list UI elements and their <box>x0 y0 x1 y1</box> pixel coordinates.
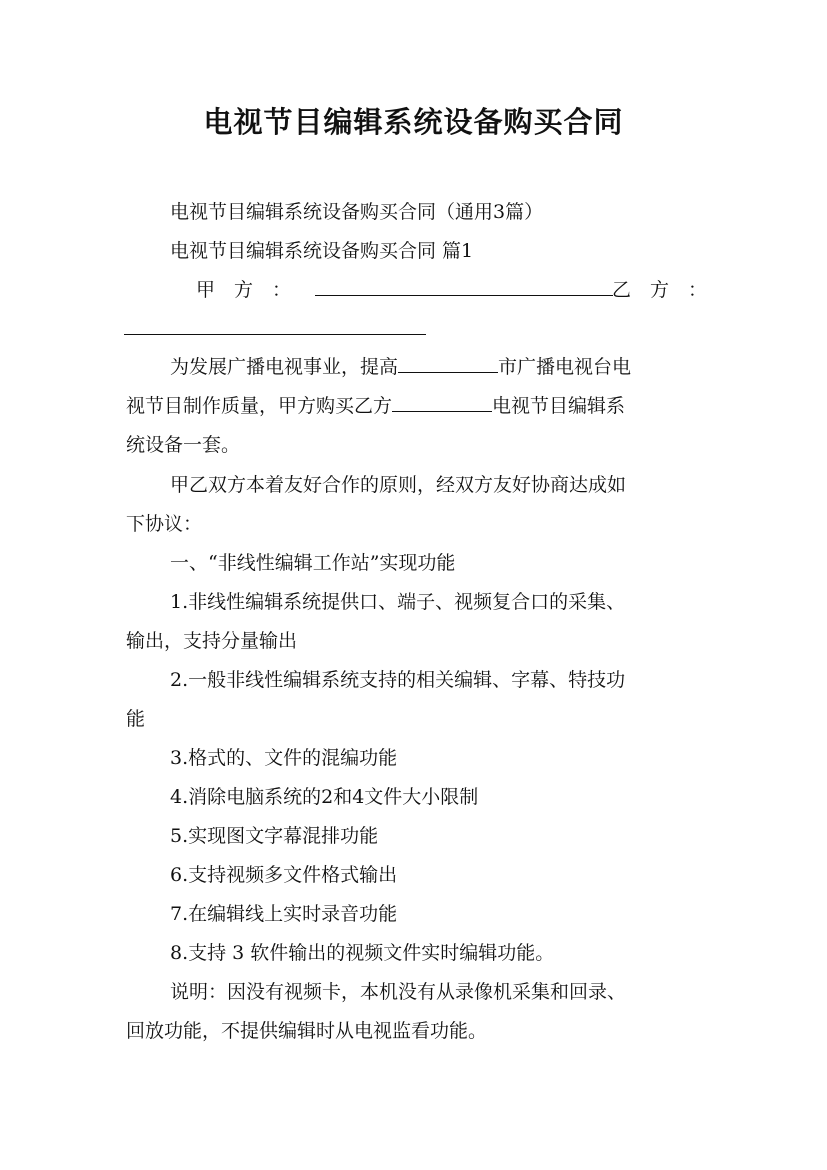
note-line-2: 回放功能，不提供编辑时从电视监看功能。 <box>126 1020 488 1042</box>
party-a-blank <box>315 277 613 296</box>
paragraph-2-line-1: 甲乙双方本着友好合作的原则，经双方友好协商达成如 <box>170 474 627 496</box>
item-8: 8.支持 3 软件输出的视频文件实时编辑功能。 <box>170 942 555 964</box>
party-b-row <box>124 316 426 342</box>
item-heading: 一、“非线性编辑工作站”实现功能 <box>170 552 456 574</box>
city-blank <box>398 354 498 373</box>
party-a-label: 甲 方 ： <box>196 279 292 301</box>
paragraph-1-line-3: 统设备一套。 <box>126 434 241 456</box>
para1-l2-text-b: 电视节目编辑系 <box>492 395 626 417</box>
paragraph-2-line-2: 下协议： <box>126 513 203 535</box>
para1-l2-text-a: 视节目制作质量，甲方购买乙方 <box>126 395 393 417</box>
item-6: 6.支持视频多文件格式输出 <box>170 864 398 886</box>
item-1-line-1: 1.非线性编辑系统提供口、端子、视频复合口的采集、 <box>170 591 626 613</box>
item-2-line-2: 能 <box>126 708 146 730</box>
note-line-1: 说明：因没有视频卡，本机没有从录像机采集和回录、 <box>170 981 627 1003</box>
item-2-line-1: 2.一般非线性编辑系统支持的相关编辑、字幕、特技功 <box>170 669 626 691</box>
supplier-blank <box>392 393 492 412</box>
para1-text-b: 市广播电视台电 <box>498 356 632 378</box>
party-b-blank <box>124 316 426 335</box>
item-4: 4.消除电脑系统的2和4文件大小限制 <box>170 786 479 808</box>
document-subtitle: 电视节目编辑系统设备购买合同（通用3篇） <box>170 201 544 223</box>
item-7: 7.在编辑线上实时录音功能 <box>170 903 398 925</box>
item-5: 5.实现图文字幕混排功能 <box>170 825 379 847</box>
party-b-label: 乙 方 ： <box>612 279 708 301</box>
paragraph-1-line-1 <box>170 354 631 380</box>
paragraph-1-line-2 <box>126 393 625 419</box>
item-1-line-2: 输出，支持分量输出 <box>126 630 298 652</box>
item-3: 3.格式的、文件的混编功能 <box>170 747 398 769</box>
document-title: 电视节目编辑系统设备购买合同 <box>203 105 624 139</box>
section-heading: 电视节目编辑系统设备购买合同 篇1 <box>170 240 474 262</box>
party-a-row <box>196 277 613 303</box>
para1-text-a: 为发展广播电视事业，提高 <box>170 356 399 378</box>
